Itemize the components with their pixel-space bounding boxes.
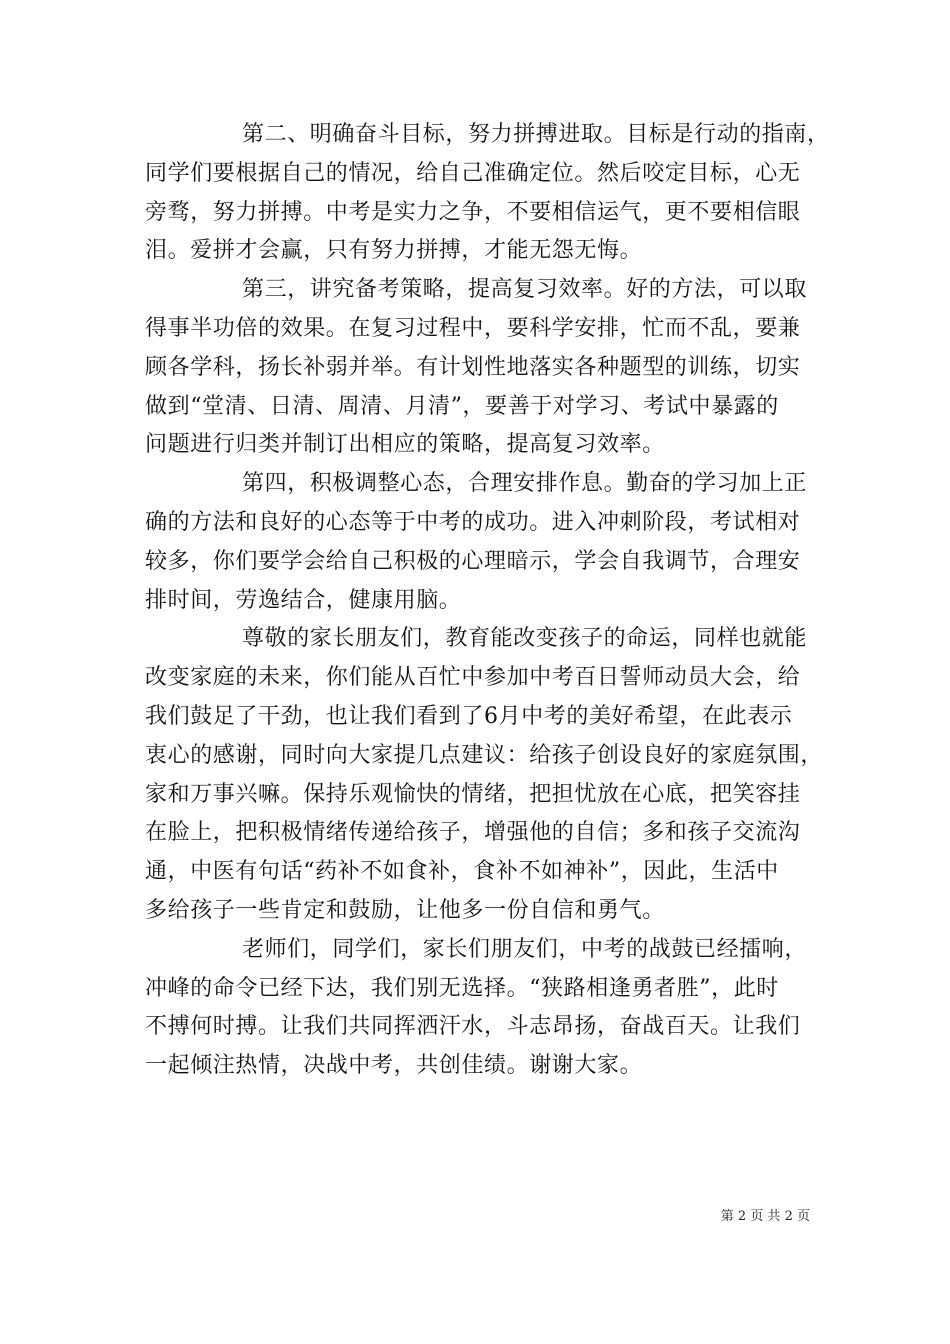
text-line: 排时间，劳逸结合，健康用脑。 — [145, 587, 462, 613]
text-line: 不搏何时搏。让我们共同挥洒汗水，斗志昂扬，奋战百天。让我们 — [145, 1014, 801, 1040]
paragraph-5 — [145, 931, 808, 1086]
text-line: 做到“堂清、日清、周清、月清”，要善于对学习、考试中暴露的 — [145, 393, 779, 419]
body-text — [145, 116, 830, 1086]
paragraph-1 — [145, 116, 830, 271]
text-line: 较多，你们要学会给自己积极的心理暗示，学会自我调节，合理安 — [145, 548, 801, 574]
text-line: 同学们要根据自己的情况，给自己准确定位。然后咬定目标，心无 — [145, 160, 801, 186]
text-line: 老师们，同学们，家长们朋友们，中考的战鼓已经擂响， — [242, 936, 808, 962]
text-line: 泪。爱拼才会赢，只有努力拼搏，才能无怨无悔。 — [145, 238, 643, 264]
text-line: 家和万事兴嘛。保持乐观愉快的情绪，把担忧放在心底，把笑容挂 — [145, 781, 801, 807]
page-number: 第 2 页 共 2 页 — [720, 1209, 810, 1224]
text-line: 顾各学科，扬长补弱并举。有计划性地落实各种题型的训练，切实 — [145, 354, 801, 380]
paragraph-4 — [145, 620, 824, 930]
text-line: 第三，讲究备考策略，提高复习效率。好的方法，可以取 — [242, 277, 808, 303]
text-line: 改变家庭的未来，你们能从百忙中参加中考百日誓师动员大会，给 — [145, 665, 801, 691]
text-line: 得事半功倍的效果。在复习过程中，要科学安排，忙而不乱，要兼 — [145, 315, 801, 341]
text-line: 通，中医有句话“药补不如食补，食补不如神补”，因此，生活中 — [145, 859, 779, 885]
paragraph-3 — [145, 465, 808, 620]
text-line: 一起倾注热情，决战中考，共创佳绩。谢谢大家。 — [145, 1053, 643, 1079]
text-line: 问题进行归类并制订出相应的策略，提高复习效率。 — [145, 432, 665, 458]
text-line: 多给孩子一些肯定和鼓励，让他多一份自信和勇气。 — [145, 897, 665, 923]
text-line: 第二、明确奋斗目标，努力拼搏进取。目标是行动的指南， — [242, 122, 830, 147]
text-line: 衷心的感谢，同时向大家提几点建议：给孩子创设良好的家庭氛围， — [145, 742, 824, 768]
text-line: 在脸上，把积极情绪传递给孩子，增强他的自信；多和孩子交流沟 — [145, 820, 801, 846]
text-line: 旁骛，努力拼搏。中考是实力之争，不要相信运气，更不要相信眼 — [145, 199, 801, 225]
paragraph-2 — [145, 271, 808, 465]
text-line: 尊敬的家长朋友们，教育能改变孩子的命运，同样也就能 — [242, 626, 808, 652]
text-line: 确的方法和良好的心态等于中考的成功。进入冲刺阶段，考试相对 — [145, 509, 801, 535]
text-line: 冲峰的命令已经下达，我们别无选择。“狭路相逢勇者胜”，此时 — [145, 975, 779, 1001]
text-line: 第四，积极调整心态，合理安排作息。勤奋的学习加上正 — [242, 471, 808, 497]
text-line: 我们鼓足了干劲，也让我们看到了6月中考的美好希望，在此表示 — [145, 703, 793, 729]
